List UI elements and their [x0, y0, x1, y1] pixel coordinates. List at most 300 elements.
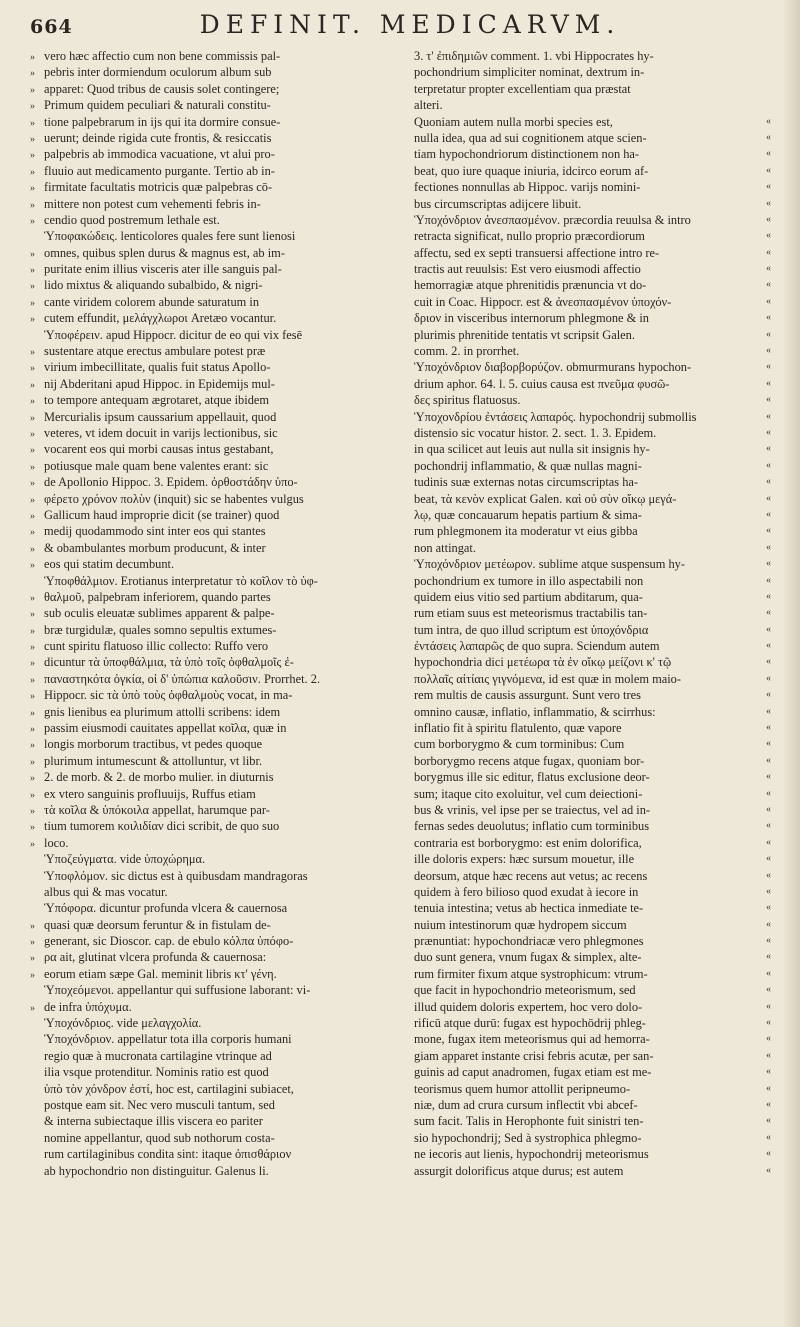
- text-line: [30, 966, 376, 982]
- text-line: [414, 802, 760, 818]
- margin-quote-mark: »: [30, 215, 35, 227]
- margin-quote-mark: «: [766, 771, 771, 783]
- line-text: θαλμοῦ, palpebram inferiorem, quando partes: [44, 589, 271, 604]
- text-line: [30, 130, 376, 146]
- margin-quote-mark: «: [766, 426, 771, 438]
- margin-quote-mark: »: [30, 347, 35, 359]
- margin-quote-mark: «: [766, 705, 771, 717]
- text-line: [414, 687, 760, 703]
- margin-quote-mark: »: [30, 920, 35, 932]
- text-line: [414, 1146, 760, 1162]
- text-line: [30, 245, 376, 261]
- line-text: affectu, sed ex septi transuersi affectione intro re-: [414, 245, 660, 260]
- margin-quote-mark: «: [766, 836, 771, 848]
- text-line: [30, 999, 376, 1015]
- margin-quote-mark: »: [30, 658, 35, 670]
- text-line: [414, 736, 760, 752]
- line-text: eos qui statim decumbunt.: [44, 557, 175, 572]
- margin-quote-mark: »: [30, 166, 35, 178]
- margin-quote-mark: »: [30, 560, 35, 572]
- margin-quote-mark: »: [30, 838, 35, 850]
- margin-quote-mark: »: [30, 445, 35, 457]
- margin-quote-mark: «: [766, 541, 771, 553]
- text-line: [414, 97, 760, 113]
- margin-quote-mark: «: [766, 967, 771, 979]
- line-text: longis morborum tractibus, vt pedes quoque: [44, 737, 263, 752]
- text-line: [414, 999, 760, 1015]
- text-line: [414, 507, 760, 523]
- text-line: [414, 851, 760, 867]
- margin-quote-mark: «: [766, 869, 771, 881]
- margin-quote-mark: »: [30, 953, 35, 965]
- margin-quote-mark: »: [30, 150, 35, 162]
- line-text: eorum etiam sæpe Gal. meminit libris κτ' γένη.: [44, 966, 277, 981]
- text-line: [30, 769, 376, 785]
- line-text: omnino causæ, inflatio, inflammatio, & scirrhus:: [414, 704, 656, 719]
- text-line: [30, 1113, 376, 1129]
- margin-quote-mark: «: [766, 295, 771, 307]
- text-line: [414, 917, 760, 933]
- line-text: sum; itaque cito exoluitur, vel cum deiectioni-: [414, 786, 643, 801]
- margin-quote-mark: »: [30, 248, 35, 260]
- text-line: [30, 97, 376, 113]
- text-line: [414, 146, 760, 162]
- margin-quote-mark: [766, 97, 780, 113]
- text-line: [30, 441, 376, 457]
- text-line: [414, 64, 760, 80]
- text-line: [414, 622, 760, 638]
- line-text: retracta significat, nullo proprio præcordiorum: [414, 229, 645, 244]
- line-text: bræ turgidulæ, quales somno sepultis extumes-: [44, 622, 277, 637]
- text-line: [30, 1130, 376, 1146]
- text-line: [414, 491, 760, 507]
- text-line: [414, 835, 760, 851]
- margin-quote-mark: »: [30, 281, 35, 293]
- text-line: [30, 753, 376, 769]
- margin-quote-mark: »: [30, 478, 35, 490]
- line-text: fernas sedes deuolutus; inflatio cum torminibus: [414, 819, 650, 834]
- margin-quote-mark: «: [766, 902, 771, 914]
- margin-quote-mark: »: [30, 117, 35, 129]
- margin-quote-mark: »: [30, 68, 35, 80]
- margin-quote-mark: »: [30, 724, 35, 736]
- text-line: [414, 310, 760, 326]
- text-line: [30, 507, 376, 523]
- text-line: [414, 982, 760, 998]
- text-line: [30, 1146, 376, 1162]
- text-line: [414, 704, 760, 720]
- line-text: Ὑποφακώδεις. lenticolores quales fere sunt lienosi: [44, 229, 296, 244]
- line-text: veteres, vt idem docuit in varijs lectionibus, sic: [44, 425, 278, 440]
- line-text: ilia vsque protenditur. Nominis ratio est quod: [44, 1065, 269, 1080]
- margin-quote-mark: «: [766, 492, 771, 504]
- text-line: [414, 966, 760, 982]
- line-text: Ὑποχόνδριον μετέωρον. sublime atque suspensum hy-: [414, 557, 685, 572]
- text-line: [30, 376, 376, 392]
- line-text: to tempore antequam ægrotaret, atque ibidem: [44, 393, 270, 408]
- line-text: bus circumscriptas adijcere libuit.: [414, 196, 582, 211]
- text-line: [30, 786, 376, 802]
- margin-quote-mark: «: [766, 328, 771, 340]
- line-text: duo sunt genera, vnum fugax & simplex, alte-: [414, 950, 642, 965]
- text-line: [30, 704, 376, 720]
- line-text: 2. de morb. & 2. de morbo mulier. in diuturnis: [44, 770, 274, 785]
- margin-quote-mark: «: [766, 689, 771, 701]
- line-text: mittere non potest cum vehementi febris in-: [44, 196, 261, 211]
- margin-quote-mark: «: [766, 607, 771, 619]
- line-text: illud quidem doloris expertem, hoc vero dolo-: [414, 999, 643, 1014]
- text-line: [414, 474, 760, 490]
- text-line: [414, 409, 760, 425]
- margin-quote-mark: »: [30, 510, 35, 522]
- line-text: cuit in Coac. Hippocr. est & ἀνεσπασμένον ὑποχόν-: [414, 294, 672, 309]
- margin-quote-mark: «: [766, 885, 771, 897]
- line-text: borborygmo recens atque fugax, quoniam bor-: [414, 753, 645, 768]
- line-text: hemorragiæ atque phrenitidis prænuncia vt do-: [414, 278, 647, 293]
- margin-quote-mark: «: [766, 623, 771, 635]
- text-line: [30, 1163, 376, 1179]
- margin-quote-mark: «: [766, 508, 771, 520]
- margin-quote-mark: »: [30, 642, 35, 654]
- margin-quote-mark: »: [30, 674, 35, 686]
- line-text: rum firmiter fixum atque systrophicum: vtrum-: [414, 966, 648, 981]
- margin-quote-mark: »: [30, 707, 35, 719]
- line-text: potiusque male quam bene valentes erant: sic: [44, 458, 269, 473]
- margin-quote-mark: »: [30, 314, 35, 326]
- text-line: [30, 835, 376, 851]
- text-line: [414, 114, 760, 130]
- margin-quote-mark: «: [766, 476, 771, 488]
- line-text: tudinis suæ externas notas circumscriptas ha-: [414, 475, 639, 490]
- line-text: cum borborygmo & cum torminibus: Cum: [414, 737, 625, 752]
- line-text: comm. 2. in prorrhet.: [414, 344, 520, 359]
- text-line: [414, 638, 760, 654]
- text-line: [30, 720, 376, 736]
- text-line: [30, 671, 376, 687]
- margin-quote-mark: «: [766, 394, 771, 406]
- text-line: [414, 163, 760, 179]
- line-text: albus qui & mas vocatur.: [44, 884, 168, 899]
- text-line: [30, 425, 376, 441]
- text-line: [30, 327, 376, 343]
- text-line: [414, 1097, 760, 1113]
- text-line: [30, 228, 376, 244]
- text-line: [30, 851, 376, 867]
- margin-quote-mark: »: [30, 428, 35, 440]
- line-text: contraria est borborygmo: est enim dolorifica,: [414, 835, 642, 850]
- text-line: [30, 523, 376, 539]
- text-line: [30, 212, 376, 228]
- line-text: rum phlegmonem ita moderatur vt eius gibba: [414, 524, 638, 539]
- text-line: [414, 228, 760, 244]
- line-text: rificū atque durū: fugax est hypochōdrij phleg-: [414, 1016, 646, 1031]
- line-text: fectiones nonnullas ab Hippoc. varijs nomini-: [414, 180, 641, 195]
- text-line: [30, 573, 376, 589]
- line-text: sum facit. Talis in Herophonte fuit sinistri ten-: [414, 1114, 644, 1129]
- line-text: distensio sic vocatur histor. 2. sect. 1. 3. Epidem.: [414, 425, 657, 440]
- margin-quote-mark: «: [766, 246, 771, 258]
- text-line: [30, 917, 376, 933]
- margin-quote-mark: «: [766, 115, 771, 127]
- margin-quote-mark: »: [30, 52, 35, 63]
- margin-quote-mark: «: [766, 1148, 771, 1160]
- line-text: Ὑποχεόμενοι. appellantur qui suffusione laborant: vi-: [44, 983, 311, 998]
- margin-quote-mark: «: [766, 443, 771, 455]
- text-line: [30, 146, 376, 162]
- text-line: [414, 179, 760, 195]
- text-line: [414, 1163, 760, 1179]
- line-text: postque eam sit. Nec vero musculi tantum, sed: [44, 1098, 275, 1112]
- margin-quote-mark: «: [766, 640, 771, 652]
- line-text: guinis ad caput anadromen, fugax etiam est me-: [414, 1065, 652, 1080]
- margin-quote-mark: »: [30, 101, 35, 113]
- right-margin-quote-marks: [766, 48, 780, 1308]
- line-text: niæ, dum ad crura cursum inflectit vbi abcef-: [414, 1098, 638, 1112]
- text-line: [414, 392, 760, 408]
- margin-quote-mark: «: [766, 722, 771, 734]
- margin-quote-mark: «: [766, 410, 771, 422]
- line-text: λῳ, quæ concauarum hepatis partium & sima-: [414, 507, 642, 522]
- text-line: [30, 638, 376, 654]
- page-edge-shadow: [782, 0, 800, 1327]
- line-text: omnes, quibus splen durus & magnus est, ab im-: [44, 245, 285, 260]
- line-text: φέρετο χρόνον πολὺν (inquit) sic se habentes vulgus: [44, 491, 304, 506]
- text-line: [30, 491, 376, 507]
- line-text: 3. τ' ἐπιδημιῶν comment. 1. vbi Hippocrates hy-: [414, 49, 654, 63]
- text-line: [414, 376, 760, 392]
- line-text: teorismus quem humor attollit peripneumo-: [414, 1081, 631, 1096]
- line-text: Ὑποζεύγματα. vide ὑποχώρημα.: [44, 852, 206, 867]
- line-text: ille doloris expers: hæc sursum mouetur, ille: [414, 852, 635, 867]
- margin-quote-mark: »: [30, 691, 35, 703]
- text-line: [30, 64, 376, 80]
- text-line: [414, 196, 760, 212]
- line-text: quasi quæ deorsum feruntur & in fistulam de-: [44, 917, 271, 932]
- text-line: [414, 753, 760, 769]
- margin-quote-mark: »: [30, 625, 35, 637]
- line-text: Ὑποφθάλμιον. Erotianus interpretatur τὸ κοῖλον τὸ ὑφ-: [44, 573, 318, 588]
- margin-quote-mark: «: [766, 1033, 771, 1045]
- margin-quote-mark: «: [766, 1131, 771, 1143]
- margin-quote-mark: »: [30, 740, 35, 752]
- margin-quote-mark: »: [30, 592, 35, 604]
- text-line: [30, 1097, 376, 1113]
- margin-quote-mark: »: [30, 805, 35, 817]
- line-text: ἐντάσεις λαπαρῶς de quo supra. Sciendum autem: [414, 639, 660, 654]
- line-text: cendio quod postremum lethale est.: [44, 212, 220, 227]
- margin-quote-mark: «: [766, 918, 771, 930]
- text-line: [30, 359, 376, 375]
- text-line: [414, 573, 760, 589]
- line-text: beat, τὰ κενὸν explicat Galen. καὶ οὐ σὺν οἴκῳ μεγά-: [414, 491, 677, 506]
- text-line: [414, 868, 760, 884]
- text-line: [414, 1130, 760, 1146]
- text-line: [30, 589, 376, 605]
- margin-quote-mark: »: [30, 773, 35, 785]
- margin-quote-mark: »: [30, 494, 35, 506]
- line-text: Ὑποχόνδριον ἀνεσπασμένον. præcordia reuulsa & intro: [414, 212, 691, 227]
- line-text: sub oculis eleuatæ sublimes apparent & palpe-: [44, 606, 275, 621]
- line-text: alteri.: [414, 98, 443, 113]
- line-text: vocarent eos qui morbi causas intus gestabant,: [44, 442, 274, 457]
- line-text: plurimis phrenitide tentatis vt scripsit Galen.: [414, 327, 635, 342]
- line-text: δριον in visceribus internorum phlegmone & in: [414, 311, 650, 326]
- margin-quote-mark: »: [30, 822, 35, 834]
- text-line: [414, 589, 760, 605]
- text-line: [30, 1081, 376, 1097]
- margin-quote-mark: «: [766, 754, 771, 766]
- line-text: quidem eius vitio sed partium abditarum, qua-: [414, 589, 643, 604]
- text-line: [414, 1113, 760, 1129]
- line-text: firmitate facultatis motricis quæ palpebras cō-: [44, 180, 273, 195]
- text-line: [414, 81, 760, 97]
- text-line: [30, 409, 376, 425]
- text-line: [30, 48, 376, 64]
- line-text: vero hæc affectio cum non bene commissis pal-: [44, 49, 281, 63]
- margin-quote-mark: »: [30, 937, 35, 949]
- line-text: ab hypochondrio non distinguitur. Galenus li.: [44, 1163, 269, 1178]
- margin-quote-mark: «: [766, 656, 771, 668]
- margin-quote-mark: »: [30, 461, 35, 473]
- text-line: [414, 786, 760, 802]
- margin-quote-mark: «: [766, 820, 771, 832]
- margin-quote-mark: »: [30, 1002, 35, 1014]
- left-text-column: [30, 48, 376, 1308]
- text-line: [30, 556, 376, 572]
- margin-quote-mark: [766, 81, 780, 97]
- line-text: tiam hypochondriorum distinctionem non ha-: [414, 147, 640, 162]
- line-text: Ὑποφλόμον. sic dictus est à quibusdam mandragoras: [44, 868, 308, 883]
- line-text: terpretatur propter excellentiam qua præstat: [414, 81, 631, 96]
- line-text: nuium intestinorum quæ hydropem siccum: [414, 917, 627, 932]
- margin-quote-mark: «: [766, 131, 771, 143]
- text-line: [30, 277, 376, 293]
- text-line: [30, 654, 376, 670]
- line-text: Ὑπόφορα. dicuntur profunda vlcera & cauernosa: [44, 901, 288, 916]
- text-line: [414, 277, 760, 293]
- page-number: 664: [30, 16, 73, 38]
- line-text: πολλαῖς αἰτίαις γιγνόμενα, id est quæ in molem maio-: [414, 671, 681, 686]
- margin-quote-mark: «: [766, 984, 771, 996]
- text-line: [30, 687, 376, 703]
- text-line: [30, 540, 376, 556]
- line-text: beat, quo iure quaque iniuria, idcirco eorum af-: [414, 163, 649, 178]
- text-line: [30, 163, 376, 179]
- line-text: inflatio fit à spiritu flatulento, quæ vapore: [414, 721, 622, 736]
- text-line: [414, 1081, 760, 1097]
- margin-quote-mark: [766, 64, 780, 80]
- text-line: [30, 474, 376, 490]
- line-text: medij quodammodo sint inter eos qui stantes: [44, 524, 266, 539]
- margin-quote-mark: «: [766, 230, 771, 242]
- margin-quote-mark: «: [766, 525, 771, 537]
- text-line: [414, 769, 760, 785]
- margin-quote-mark: «: [766, 345, 771, 357]
- text-line: [414, 1015, 760, 1031]
- line-text: Mercurialis ipsum caussarium appellauit, quod: [44, 409, 277, 424]
- line-text: tium tumorem κοιλιδίαν dici scribit, de quo suo: [44, 819, 280, 834]
- margin-quote-mark: «: [766, 1000, 771, 1012]
- line-text: generant, sic Dioscor. cap. de ebulo κόλπα ὑπόφο-: [44, 934, 294, 949]
- margin-quote-mark: «: [766, 263, 771, 275]
- margin-quote-mark: «: [766, 738, 771, 750]
- margin-quote-mark: «: [766, 1099, 771, 1110]
- text-line: [414, 343, 760, 359]
- text-line: [414, 720, 760, 736]
- text-line: [30, 310, 376, 326]
- line-text: pochondrij inflammatio, & quæ nullas magni-: [414, 458, 642, 473]
- line-text: tenuia intestina; vetus ab hectica inmediate te-: [414, 901, 644, 916]
- text-line: [30, 622, 376, 638]
- line-text: giam apparet instante crisi febris acutæ, per san-: [414, 1048, 654, 1063]
- text-line: [414, 458, 760, 474]
- text-line: [414, 441, 760, 457]
- text-line: [414, 556, 760, 572]
- text-line: [414, 818, 760, 834]
- margin-quote-mark: «: [766, 935, 771, 947]
- line-text: rum cartilaginibus condita sint: itaque ὀπισθάριον: [44, 1147, 292, 1162]
- line-text: Ὑποχονδρίου ἐντάσεις λαπαρός. hypochondrij submollis: [414, 409, 697, 424]
- line-text: Gallicum haud improprie dicit (se trainer) quod: [44, 507, 280, 522]
- line-text: de infra ὑπόχυμα.: [44, 999, 132, 1014]
- line-text: cunt spiritu flatuoso illic collecto: Ruffo vero: [44, 639, 269, 654]
- running-title: DEFINIT. MEDICARVM.: [199, 10, 621, 39]
- text-line: [414, 884, 760, 900]
- line-text: Quoniam autem nulla morbi species est,: [414, 114, 613, 129]
- line-text: & interna subiectaque illis viscera eo pariter: [44, 1114, 263, 1129]
- margin-quote-mark: »: [30, 396, 35, 408]
- margin-quote-mark: «: [766, 377, 771, 389]
- line-text: pebris inter dormiendum oculorum album sub: [44, 65, 272, 80]
- line-text: ρα ait, glutinat vlcera profunda & cauernosa:: [44, 950, 267, 965]
- page-header: [0, 6, 800, 40]
- margin-quote-mark: «: [766, 148, 771, 160]
- line-text: Ὑποχόνδριος. vide μελαγχολία.: [44, 1016, 202, 1031]
- line-text: sustentare atque erectus ambulare potest præ: [44, 344, 266, 359]
- line-text: cante viridem colorem abunde saturatum in: [44, 294, 260, 309]
- line-text: cutem effundit, μελάγχλωροι Aretæo vocantur.: [44, 311, 277, 326]
- line-text: τὰ κοῖλα & ὑπόκοιλα appellat, harumque par-: [44, 802, 270, 817]
- text-line: [414, 294, 760, 310]
- text-line: [30, 982, 376, 998]
- line-text: assurgit dolorificus atque durus; est autem: [414, 1163, 624, 1178]
- text-line: [30, 392, 376, 408]
- line-text: δες spiritus flatuosus.: [414, 393, 521, 408]
- line-text: & obambulantes morbum producunt, & inter: [44, 540, 266, 555]
- margin-quote-mark: «: [766, 803, 771, 815]
- margin-quote-mark: «: [766, 197, 771, 209]
- text-line: [414, 1031, 760, 1047]
- line-text: prænuntiat: hypochondriacæ vero phlegmones: [414, 934, 644, 949]
- margin-quote-mark: «: [766, 853, 771, 865]
- text-line: [30, 1015, 376, 1031]
- text-line: [414, 130, 760, 146]
- margin-quote-mark: «: [766, 312, 771, 324]
- margin-quote-mark: «: [766, 590, 771, 602]
- margin-quote-mark: »: [30, 789, 35, 801]
- line-text: drium aphor. 64. l. 5. cuius causa est πνεῦμα φυσῶ-: [414, 376, 670, 391]
- margin-quote-mark: «: [766, 1082, 771, 1094]
- text-line: [30, 179, 376, 195]
- line-text: virium imbecillitate, qualis fuit status Apollo-: [44, 360, 271, 375]
- line-text: plurimum intumescunt & attolluntur, vt libr.: [44, 753, 263, 768]
- line-text: Ὑποφέρειν. apud Hippocr. dicitur de eo qui vix fesē: [44, 327, 303, 342]
- margin-quote-mark: «: [766, 1164, 771, 1176]
- line-text: puritate enim illius visceris ater ille sanguis pal-: [44, 262, 282, 277]
- margin-quote-mark: «: [766, 574, 771, 586]
- text-line: [414, 949, 760, 965]
- text-line: [30, 900, 376, 916]
